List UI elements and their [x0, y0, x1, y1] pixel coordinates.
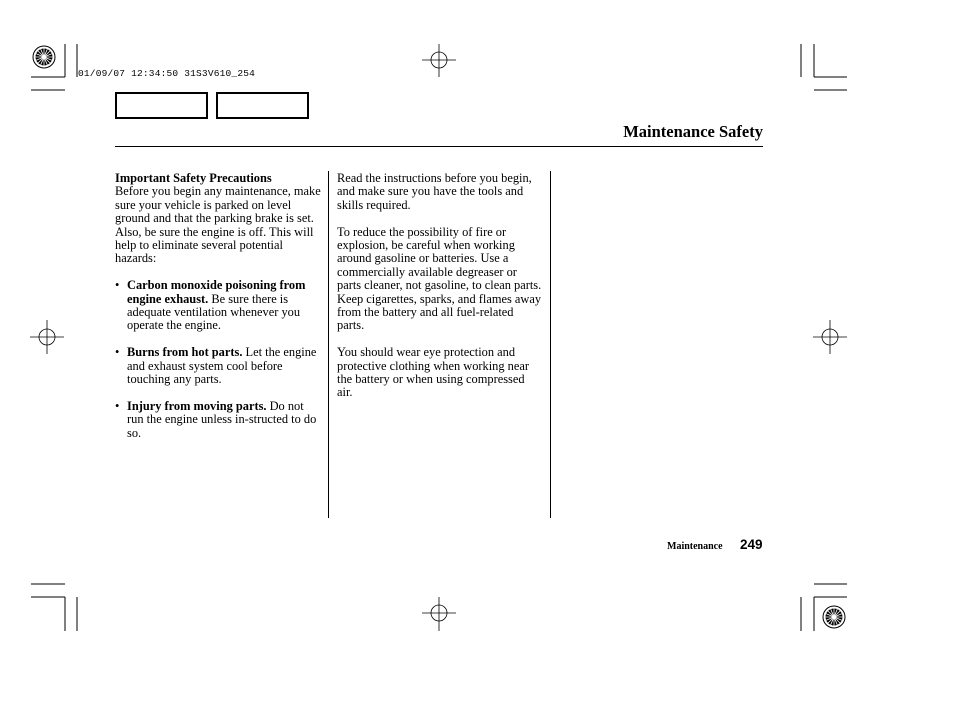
- section-title: Maintenance Safety: [623, 122, 763, 141]
- hazard-text: Let the engine and exhaust system cool before touching any parts.: [127, 345, 317, 387]
- intro-paragraph: Before you begin any maintenance, make sure your vehicle is parked on level ground and that the parking brake is set. Also, be sure the engine is off. This will help to eliminate several potential hazards:: [115, 184, 321, 266]
- hazard-label: Carbon monoxide poisoning from engine exhaust.: [127, 278, 306, 306]
- list-item: [115, 400, 321, 440]
- bullet-icon: •: [115, 278, 120, 293]
- list-item: [115, 279, 321, 333]
- left-column: [115, 172, 321, 453]
- header-tab-box-1: [115, 92, 208, 119]
- print-stamp: 01/09/07 12:34:50 31S3V610_254: [78, 68, 256, 79]
- column-divider: [328, 171, 329, 518]
- list-item: [115, 346, 321, 386]
- footer-section-label: Maintenance: [667, 541, 723, 552]
- hazard-label: Burns from hot parts.: [127, 345, 243, 360]
- paragraph: To reduce the possibility of fire or explosion, be careful when working around gasoline or batteries. Use a commercially available degreaser or parts cleaner, not gasoline, to clean parts. Keep cigarettes, sparks, and flames away from the battery and all fuel-related parts.: [337, 224, 542, 333]
- column-divider: [550, 171, 551, 518]
- header-tab-box-2: [216, 92, 309, 119]
- bullet-icon: •: [115, 398, 120, 413]
- title-rule: [115, 146, 763, 147]
- subheading: Important Safety Precautions: [115, 171, 272, 185]
- paragraph: You should wear eye protection and protective clothing when working near the battery or when using compressed air.: [337, 345, 529, 400]
- hazard-text: Be sure there is adequate ventilation whenever you operate the engine.: [127, 291, 301, 333]
- paragraph: Read the instructions before you begin, and make sure you have the tools and skills required.: [337, 171, 532, 212]
- hazard-text: Do not run the engine unless in-structed to do so.: [127, 398, 317, 440]
- middle-column: [337, 172, 542, 413]
- hazard-label: Injury from moving parts.: [127, 398, 267, 413]
- bullet-icon: •: [115, 345, 120, 360]
- page-number: 249: [740, 537, 763, 552]
